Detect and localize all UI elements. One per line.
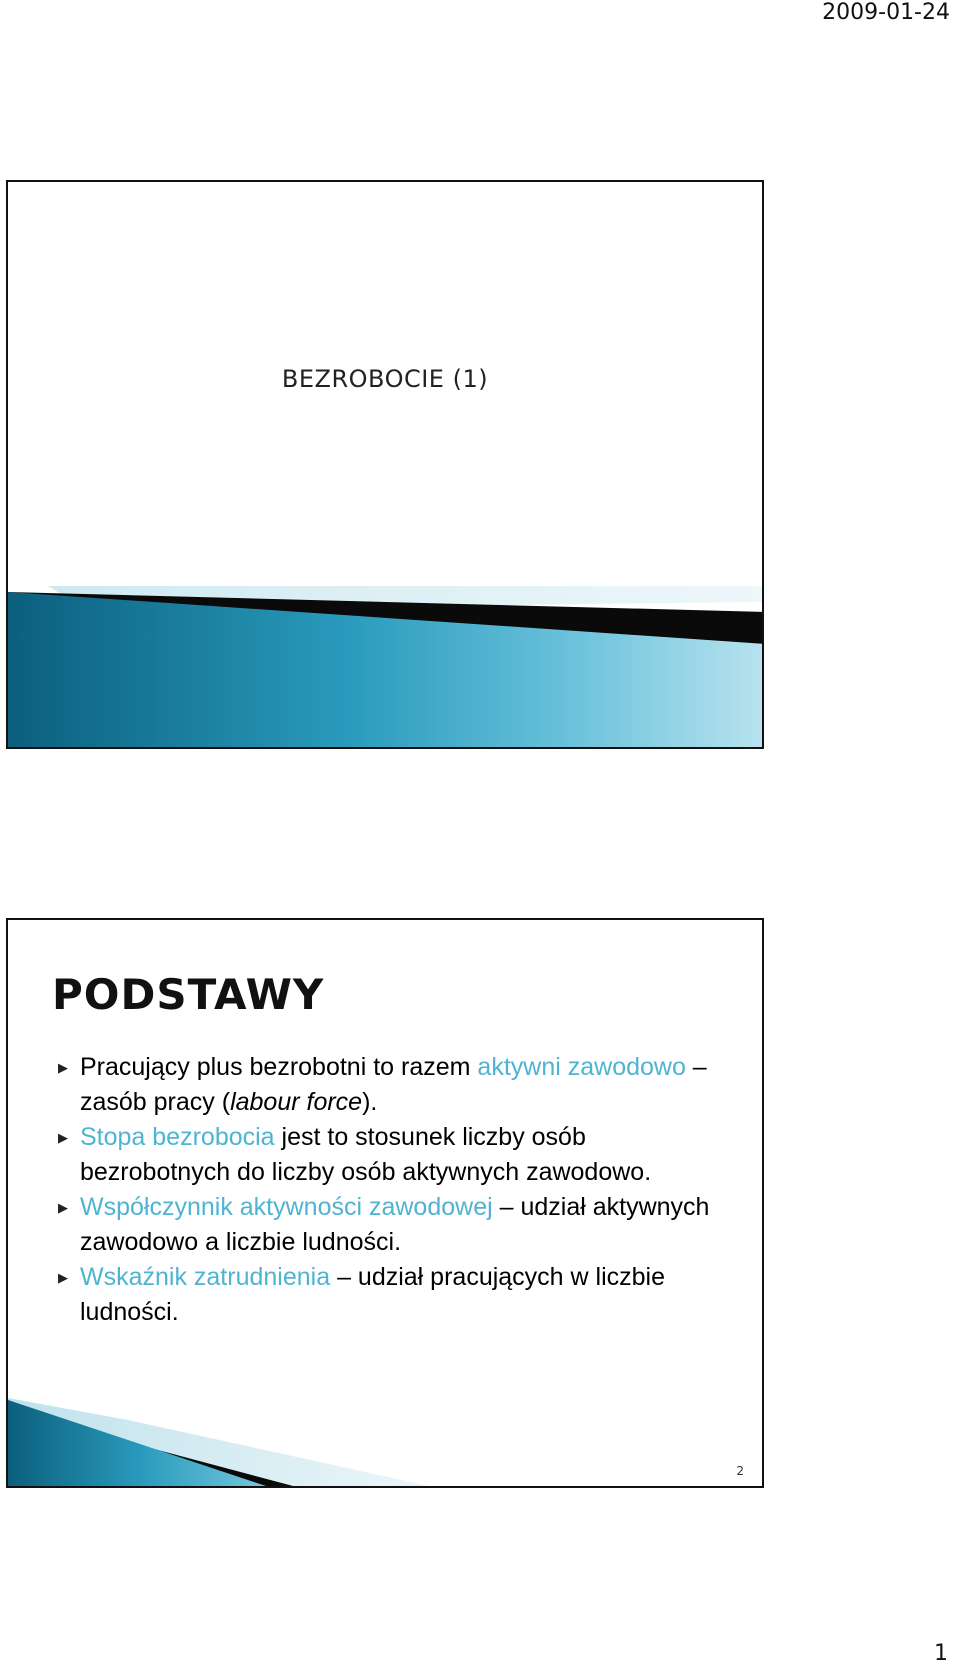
slide-2-title: PODSTAWY xyxy=(52,970,325,1019)
bullet-list xyxy=(56,1050,716,1330)
page-number: 1 xyxy=(934,1641,948,1666)
bullet-item xyxy=(56,1120,716,1190)
bullet-item xyxy=(56,1050,716,1120)
bullet-term: aktywni zawodowo xyxy=(477,1053,686,1081)
bullet-item xyxy=(56,1190,716,1260)
bullet-italic-text: labour force xyxy=(230,1088,363,1116)
bullet-text: jest to stosunek liczby osób bezrobotnych do liczby osób aktywnych zawodowo. xyxy=(80,1123,652,1186)
bullet-text: – udział pracujących w liczbie ludności. xyxy=(80,1263,666,1326)
bullet-term: Stopa bezrobocia xyxy=(80,1123,275,1151)
bullet-term: Współczynnik aktywności zawodowej xyxy=(80,1193,493,1221)
slide-1 xyxy=(6,180,764,749)
triangle-right-icon: ▶ xyxy=(58,1200,68,1215)
slide-2 xyxy=(6,918,764,1488)
bullet-term: Wskaźnik zatrudnienia xyxy=(80,1263,331,1291)
triangle-right-icon: ▶ xyxy=(58,1130,68,1145)
bullet-text: ). xyxy=(362,1088,378,1116)
bullet-text: – zasób pracy ( xyxy=(80,1053,707,1116)
page-date: 2009-01-24 xyxy=(822,0,950,25)
bullet-text: Pracujący plus bezrobotni to razem xyxy=(80,1053,478,1081)
triangle-right-icon: ▶ xyxy=(58,1270,68,1285)
slide-1-wave-decoration xyxy=(8,182,764,749)
slide-number: 2 xyxy=(736,1464,744,1478)
bullet-item xyxy=(56,1260,716,1330)
bullet-text: – udział aktywnych zawodowo a liczbie ludności. xyxy=(80,1193,710,1256)
triangle-right-icon: ▶ xyxy=(58,1060,68,1075)
slide-1-title: BEZROBOCIE (1) xyxy=(281,365,489,393)
